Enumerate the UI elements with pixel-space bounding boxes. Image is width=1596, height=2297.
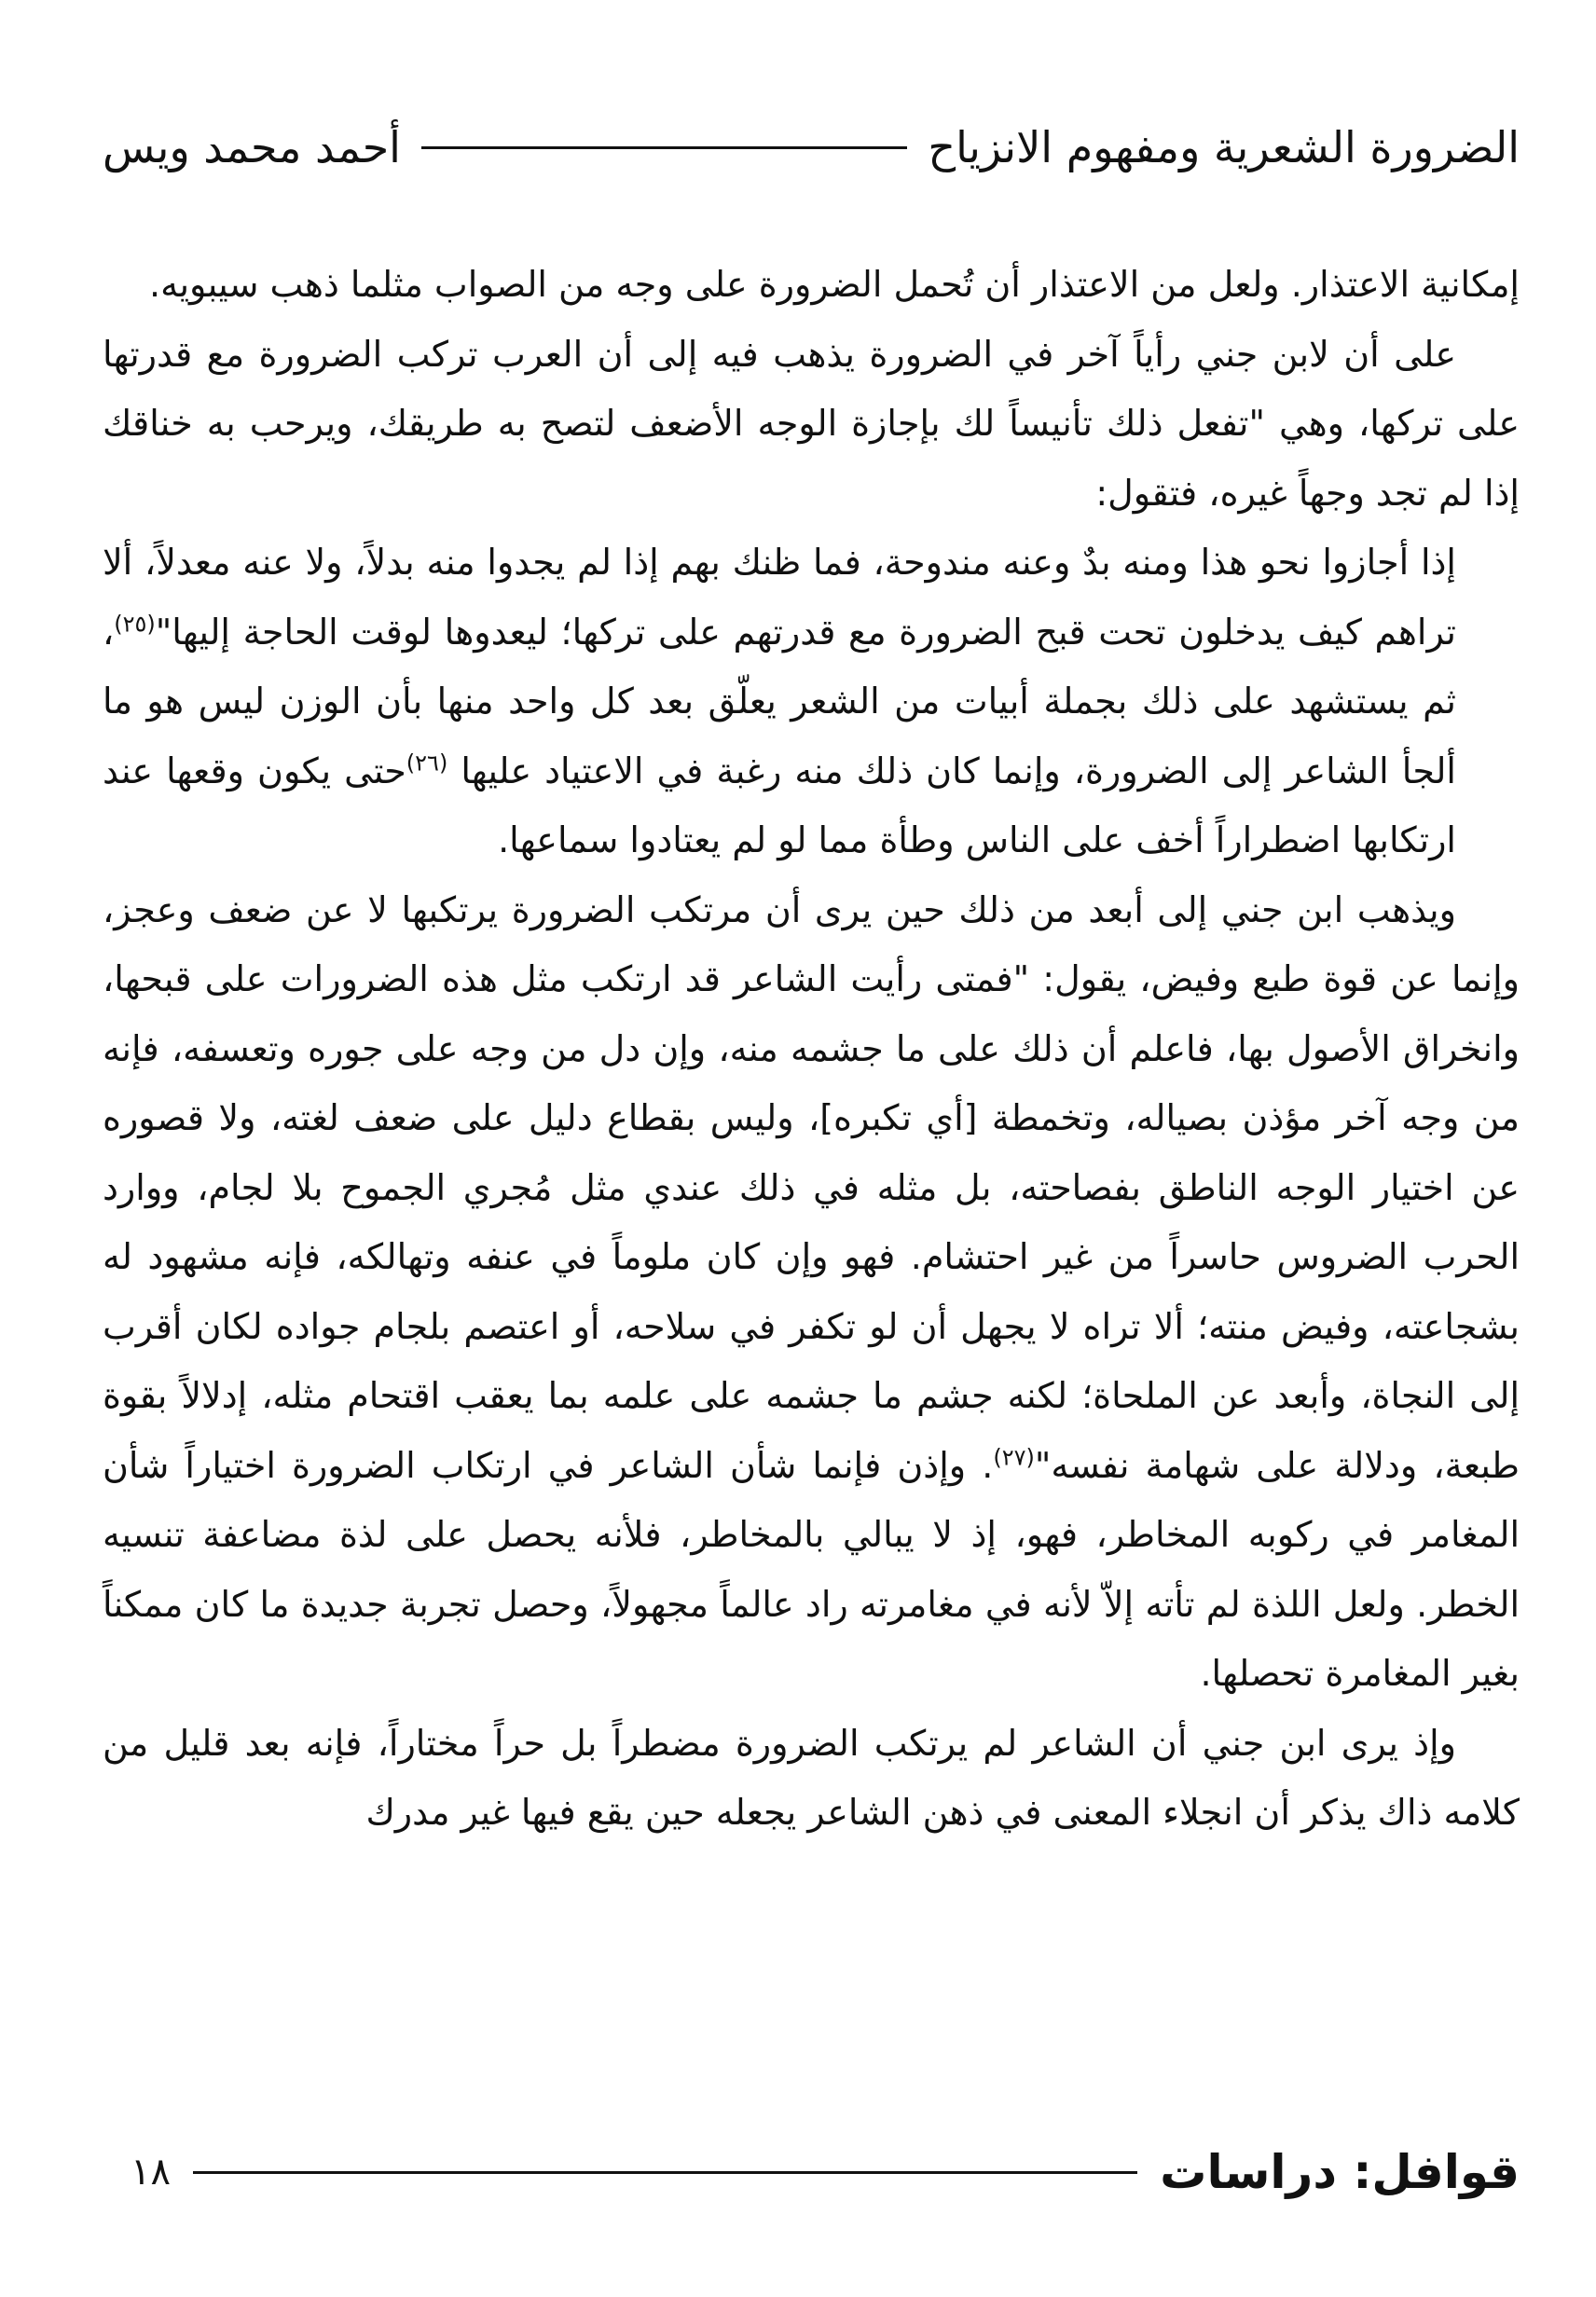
body-text: [103, 250, 1520, 1848]
footnote-ref-25: (٢٥): [114, 610, 156, 637]
paragraph-3-text-end: حتى يكون وقعها عند ارتكابها اضطراراً أخف على الناس وطأة مما لو لم يعتادوا سماعها.: [103, 750, 1456, 860]
footer-divider: [193, 2171, 1137, 2174]
running-header: [103, 110, 1520, 185]
paragraph-3-text: ، ثم يستشهد على ذلك بجملة أبيات من الشعر يعلّق بعد كل واحد منها بأن الوزن ليس هو ما ألجأ الشاعر إلى الضرورة، وإنما كان ذلك منه رغبة في الاعتياد عليها: [103, 611, 1456, 791]
page-number: ١٨: [131, 2151, 171, 2194]
paragraph-5: وإذ يرى ابن جني أن الشاعر لم يرتكب الضرورة مضطراً بل حراً مختاراً، فإنه بعد قليل من كلامه ذاك يذكر أن انجلاء المعنى في ذهن الشاعر يجعله حين يقع فيها غير مدرك: [103, 1722, 1520, 1833]
paragraph-4: [103, 875, 1520, 1709]
paragraph-4-text-end: . وإذن فإنما شأن الشاعر في ارتكاب الضرورة اختياراً شأن المغامر في ركوبه المخاطر، فهو، إذ لا يبالي بالمخاطر، فلأنه يحصل على لذة مضاعفة تنسيه الخطر. ولعل اللذة لم تأته إلاّ لأنه في مغامرته راد عالماً مجهولاً، وحصل تجربة جديدة ما كان ممكناً بغير المغامرة تحصلها.: [103, 1444, 1520, 1694]
paragraph-2: على أن لابن جني رأياً آخر في الضرورة يذهب فيه إلى أن العرب تركب الضرورة مع قدرتها على تركها، وهي "تفعل ذلك تأنيساً لك بإجازة الوجه الأضعف لتصح به طريقك، ويرحب به خناقك إذا لم تجد وجهاً غيره، فتقول:: [103, 333, 1520, 514]
block-quote: إذا أجازوا نحو هذا ومنه بدٌ وعنه مندوحة، فما ظنك بهم إذا لم يجدوا منه بدلاً، ولا عنه معدلاً، ألا تراهم كيف يدخلون تحت قبح الضرورة مع قدرتهم على تركها؛ ليعدوها لوقت الحاجة إليها": [103, 542, 1456, 653]
running-footer: [131, 2135, 1520, 2209]
footnote-ref-27: (٢٧): [993, 1443, 1035, 1470]
paragraph-1: إمكانية الاعتذار. ولعل من الاعتذار أن تُحمل الضرورة على وجه من الصواب مثلما ذهب سيبويه.: [149, 264, 1520, 305]
journal-name: قوافل: دراسات: [1160, 2145, 1520, 2199]
footnote-ref-26: (٢٦): [406, 749, 448, 776]
header-divider: [421, 146, 907, 149]
paragraph-3: [103, 528, 1520, 875]
header-title: الضرورة الشعرية ومفهوم الانزياح: [928, 122, 1520, 172]
paragraph-4-text: ويذهب ابن جني إلى أبعد من ذلك حين يرى أن مرتكب الضرورة يرتكبها لا عن ضعف وعجز، وإنما عن قوة طبع وفيض، يقول: "فمتى رأيت الشاعر قد ارتكب مثل هذه الضرورات على قبحها، وانخراق الأصول بها، فاعلم أن ذلك على ما جشمه منه، وإن دل من وجه على جوره وتعسفه، فإنه من وجه آخر مؤذن بصياله، وتخمطة [أي تكبره]، وليس بقطاع دليل على ضعف لغته، ولا قصوره عن اختيار الوجه الناطق بفصاحته، بل مثله في ذلك عندي مثل مُجري الجموح بلا لجام، ووارد الحرب الضروس حاسراً من غير احتشام. فهو وإن كان ملوماً في عنفه وتهالكه، فإنه مشهود له بشجاعته، وفيض منته؛ ألا تراه لا يجهل أن لو تكفر في سلاحه، أو اعتصم بلجام جواده لكان أقرب إلى النجاة، وأبعد عن الملحاة؛ لكنه جشم ما جشمه على علمه بما يعقب اقتحام مثله، إدلالاً بقوة طبعة، ودلالة على شهامة نفسه": [103, 888, 1520, 1486]
header-author: أحمد محمد ويس: [103, 122, 401, 172]
